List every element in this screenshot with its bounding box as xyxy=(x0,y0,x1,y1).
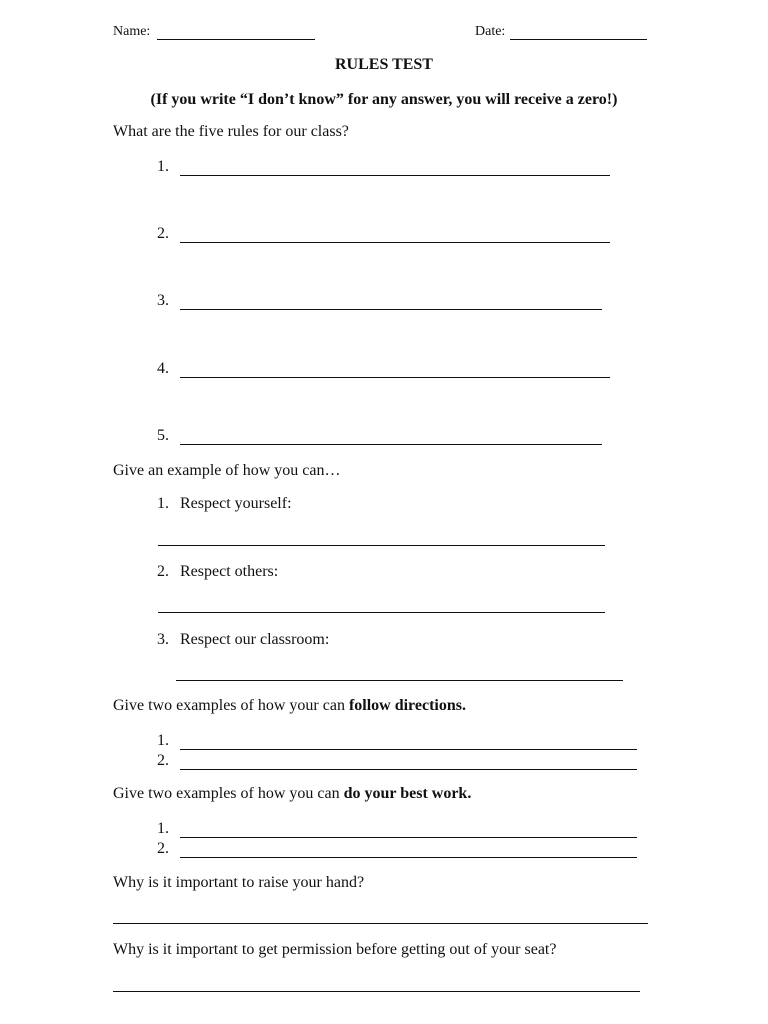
rule-number-4: 4. xyxy=(157,360,169,377)
date-label: Date: xyxy=(475,24,506,39)
respect-number-3: 3. xyxy=(157,631,169,648)
rule-number-1: 1. xyxy=(157,158,169,175)
respect-number-1: 1. xyxy=(157,495,169,512)
rule-answer-line-3[interactable] xyxy=(180,309,602,310)
raise-hand-answer-line[interactable] xyxy=(113,923,648,924)
question-follow-directions-text: Give two examples of how your can xyxy=(113,697,349,714)
question-best-work-bold: do your best work. xyxy=(343,785,472,802)
directions-number-2: 2. xyxy=(157,752,169,769)
rule-number-3: 3. xyxy=(157,292,169,309)
respect-others-label: Respect others: xyxy=(180,563,279,580)
question-follow-directions-bold: follow directions. xyxy=(348,697,466,714)
best-work-answer-line-1[interactable] xyxy=(180,837,637,838)
respect-number-2: 2. xyxy=(157,563,169,580)
question-five-rules: What are the five rules for our class? xyxy=(113,123,349,140)
best-work-number-2: 2. xyxy=(157,840,169,857)
rule-answer-line-5[interactable] xyxy=(180,444,602,445)
name-label: Name: xyxy=(113,24,151,39)
date-field[interactable] xyxy=(510,39,647,40)
permission-answer-line[interactable] xyxy=(113,991,640,992)
directions-answer-line-2[interactable] xyxy=(180,769,637,770)
respect-yourself-label: Respect yourself: xyxy=(180,495,292,512)
question-permission: Why is it important to get permission before getting out of your seat? xyxy=(113,941,557,958)
warning-text: (If you write “I don’t know” for any answer, you will receive a zero!) xyxy=(150,91,618,108)
best-work-number-1: 1. xyxy=(157,820,169,837)
directions-number-1: 1. xyxy=(157,732,169,749)
page-title: RULES TEST xyxy=(335,56,433,73)
rule-answer-line-4[interactable] xyxy=(180,377,610,378)
question-follow-directions xyxy=(113,698,466,714)
question-best-work xyxy=(113,786,471,802)
question-respect: Give an example of how you can… xyxy=(113,462,341,479)
directions-answer-line-1[interactable] xyxy=(180,749,637,750)
respect-others-line[interactable] xyxy=(158,612,605,613)
question-best-work-text: Give two examples of how you can xyxy=(113,785,344,802)
respect-yourself-line[interactable] xyxy=(158,545,605,546)
rule-answer-line-2[interactable] xyxy=(180,242,610,243)
best-work-answer-line-2[interactable] xyxy=(180,857,637,858)
rule-number-2: 2. xyxy=(157,225,169,242)
name-field[interactable] xyxy=(157,39,315,40)
rule-number-5: 5. xyxy=(157,427,169,444)
respect-classroom-line[interactable] xyxy=(176,680,623,681)
respect-classroom-label: Respect our classroom: xyxy=(180,631,330,648)
question-raise-hand: Why is it important to raise your hand? xyxy=(113,874,365,891)
rule-answer-line-1[interactable] xyxy=(180,175,610,176)
